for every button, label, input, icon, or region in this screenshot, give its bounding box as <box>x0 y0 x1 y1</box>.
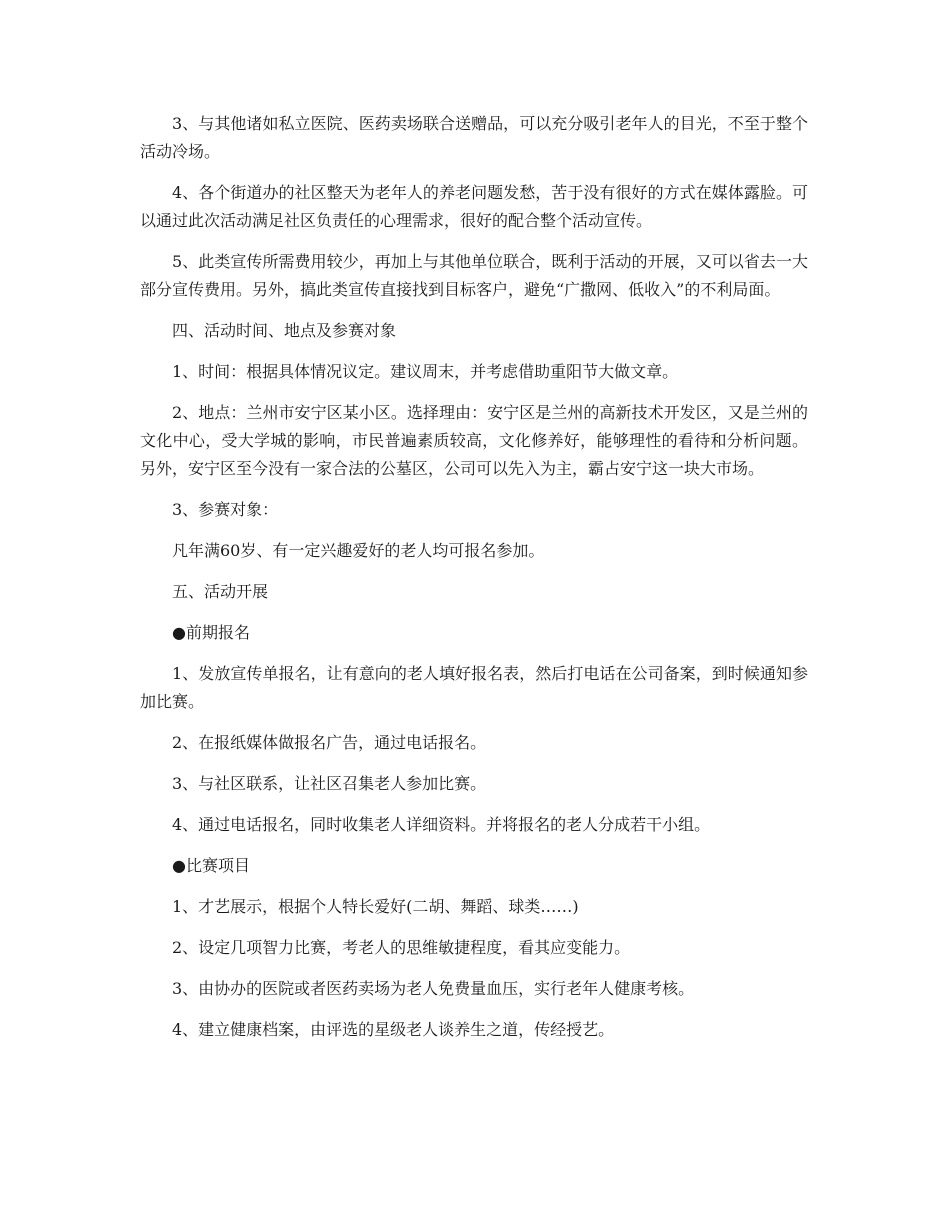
paragraph-benefit-3: 3、与其他诸如私立医院、医药卖场联合送赠品，可以充分吸引老年人的目光，不至于整个活动冷场。 <box>140 114 808 161</box>
paragraph-participants-label: 3、参赛对象： <box>172 500 279 519</box>
paragraph-item-4: 4、建立健康档案，由评选的星级老人谈养生之道，传经授艺。 <box>172 1020 615 1039</box>
paragraph-benefit-5: 5、此类宣传所需费用较少，再加上与其他单位联合，既利于活动的开展，又可以省去一大部分宣传费用。另外，搞此类宣传直接找到目标客户，避免“广撒网、低收入”的不利局面。 <box>140 252 808 299</box>
paragraph-item-3: 3、由协办的医院或者医药卖场为老人免费量血压，实行老年人健康考核。 <box>172 979 695 998</box>
paragraph-place: 2、地点：兰州市安宁区某小区。选择理由：安宁区是兰州的高新技术开发区，又是兰州的文化中心，受大学城的影响，市民普遍素质较高，文化修养好，能够理性的看待和分析问题。另外，安宁区至今没有一家合法的公墓区，公司可以先入为主，霸占安宁这一块大市场。 <box>140 403 808 478</box>
document-body <box>140 110 808 1057</box>
section-heading-activity: 五、活动开展 <box>172 582 269 601</box>
paragraph-benefit-4: 4、各个街道办的社区整天为老年人的养老问题发愁，苦于没有很好的方式在媒体露脸。可以通过此次活动满足社区负责任的心理需求，很好的配合整个活动宣传。 <box>140 183 808 230</box>
subheading-registration: ●前期报名 <box>172 623 250 642</box>
paragraph-item-2: 2、设定几项智力比赛，考老人的思维敏捷程度，看其应变能力。 <box>172 938 631 957</box>
paragraph-registration-2: 2、在报纸媒体做报名广告，通过电话报名。 <box>172 733 487 752</box>
paragraph-registration-3: 3、与社区联系，让社区召集老人参加比赛。 <box>172 774 487 793</box>
paragraph-item-1: 1、才艺展示，根据个人特长爱好(二胡、舞蹈、球类……) <box>172 897 579 916</box>
subheading-competition-items: ●比赛项目 <box>172 856 250 875</box>
paragraph-registration-4: 4、通过电话报名，同时收集老人详细资料。并将报名的老人分成若干小组。 <box>172 815 711 834</box>
paragraph-participants: 凡年满60岁、有一定兴趣爱好的老人均可报名参加。 <box>172 541 545 560</box>
paragraph-registration-1: 1、发放宣传单报名，让有意向的老人填好报名表，然后打电话在公司备案，到时候通知参加比赛。 <box>140 664 808 711</box>
section-heading-time-place: 四、活动时间、地点及参赛对象 <box>172 321 397 340</box>
paragraph-time: 1、时间：根据具体情况议定。建议周末，并考虑借助重阳节大做文章。 <box>172 362 679 381</box>
